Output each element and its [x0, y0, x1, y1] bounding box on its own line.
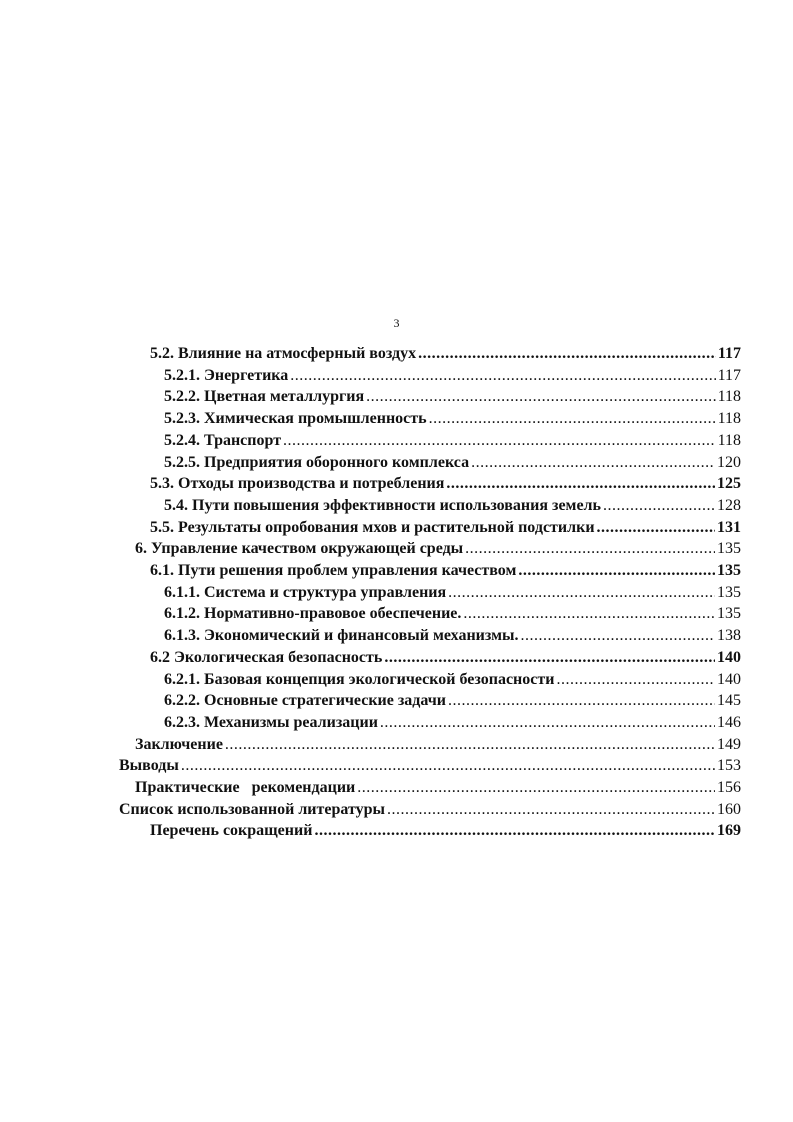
toc-entry-label: 5.3. Отходы производства и потребления: [150, 475, 445, 493]
toc-entry-references[interactable]: [119, 801, 741, 823]
toc-entry-page: 117: [717, 345, 741, 362]
toc-entry-5-2-2[interactable]: [164, 388, 741, 410]
toc-entry-5-2-4[interactable]: [164, 432, 741, 454]
toc-leader: [225, 736, 715, 754]
toc-entry-page: 160: [717, 800, 741, 818]
toc-entry-page: 169: [717, 822, 741, 840]
toc-leader: [446, 475, 715, 493]
toc-entry-5-5[interactable]: [150, 519, 741, 541]
toc-entry-label: 6.1.1. Система и структура управления: [164, 583, 447, 601]
toc-entry-page: 140: [717, 670, 741, 688]
toc-leader: [290, 367, 715, 385]
toc-entry-page: 145: [717, 692, 741, 710]
toc-entry-page: 156: [717, 779, 741, 796]
toc-entry-label: 6.2.2. Основные стратегические задачи: [164, 692, 446, 710]
toc-entry-page: 118: [717, 431, 741, 449]
toc-entry-6-2-2[interactable]: [164, 692, 741, 714]
toc-entry-page: 131: [717, 518, 741, 536]
toc-entry-page: 135: [717, 605, 741, 623]
toc-leader: [518, 562, 715, 580]
toc-entry-5-2-5[interactable]: [164, 454, 741, 476]
toc-entry-abbreviations[interactable]: [150, 822, 741, 844]
toc-entry-page: 149: [717, 735, 741, 753]
toc-entry-label: Список использованной литературы: [119, 800, 385, 818]
toc-leader: [181, 757, 715, 775]
toc-leader: [597, 519, 715, 537]
toc-entry-page: 128: [717, 496, 741, 514]
toc-entry-page: 146: [717, 713, 741, 731]
toc-entry-label: 6.2.1. Базовая концепция экологической безопасности: [164, 670, 555, 688]
toc-entry-6-1-2[interactable]: [164, 605, 741, 627]
toc-entry-page: 118: [717, 410, 741, 428]
toc-entry-6-2-1[interactable]: [164, 671, 741, 693]
toc-entry-label: 5.2.2. Цветная металлургия: [164, 388, 365, 406]
toc-leader: [463, 605, 715, 623]
toc-leader: [283, 432, 716, 450]
toc-entry-page: 120: [717, 453, 741, 471]
toc-leader: [384, 649, 715, 667]
toc-entry-label: 6.2.3. Механизмы реализации: [164, 713, 378, 731]
toc-leader: [448, 584, 715, 602]
toc-entry-label: Заключение: [135, 735, 223, 753]
toc-entry-label: 5.5. Результаты опробования мхов и растительной подстилки: [150, 518, 595, 536]
toc-leader: [429, 410, 716, 428]
toc-entry-label: Практические рекомендации: [135, 779, 356, 796]
toc-entry-label: 6.1.2. Нормативно-правовое обеспечение.: [164, 605, 462, 623]
toc-entry-label: 5.2.4. Транспорт: [164, 431, 282, 449]
toc-entry-label: 6.1. Пути решения проблем управления качеством: [150, 562, 517, 579]
toc-entry-5-2-3[interactable]: [164, 410, 741, 432]
toc-entry-label: 6. Управление качеством окружающей среды: [135, 540, 464, 558]
toc-entry-6-1-1[interactable]: [164, 584, 741, 606]
toc-leader: [465, 540, 715, 558]
toc-entry-6-1[interactable]: [150, 562, 741, 584]
toc-entry-label: 5.2.5. Предприятия оборонного комплекса: [164, 453, 470, 471]
toc-entry-page: 140: [717, 648, 741, 666]
toc-entry-5-2-1[interactable]: [164, 367, 741, 389]
toc-entry-label: Перечень сокращений: [150, 822, 313, 840]
toc-entry-label: 5.2.3. Химическая промышленность: [164, 410, 427, 428]
toc-entry-recommendations[interactable]: [135, 779, 741, 801]
toc-entry-6[interactable]: [135, 540, 741, 562]
toc-leader: [556, 671, 715, 689]
toc-entry-conclusion[interactable]: [135, 736, 741, 758]
toc-entry-label: 5.4. Пути повышения эффективности использования земель: [164, 496, 601, 514]
toc-entry-page: 125: [717, 475, 741, 493]
toc-leader: [603, 497, 715, 515]
toc-entry-5-3[interactable]: [150, 475, 741, 497]
toc-leader: [380, 714, 715, 732]
toc-leader: [357, 779, 715, 797]
toc-entry-label: 6.1.3. Экономический и финансовый механизмы.: [164, 627, 519, 645]
toc-entry-label: 5.2. Влияние на атмосферный воздух: [150, 345, 417, 362]
toc-entry-page: 117: [717, 366, 741, 384]
toc-entry-page: 118: [717, 388, 741, 406]
toc-leader: [366, 388, 715, 406]
toc-entry-6-1-3[interactable]: [164, 627, 741, 649]
page-number: 3: [393, 316, 400, 330]
toc-entry-page: 135: [717, 583, 741, 601]
toc-entry-label: 5.2.1. Энергетика: [164, 366, 289, 384]
toc-entry-label: 6.2 Экологическая безопасность: [150, 648, 383, 666]
toc-entry-page: 135: [717, 562, 741, 579]
toc-entry-5-2[interactable]: [150, 345, 741, 367]
toc-leader: [520, 627, 715, 645]
toc-entry-page: 153: [717, 757, 741, 775]
toc-leader: [418, 345, 716, 363]
toc-leader: [448, 692, 715, 710]
toc-entry-page: 138: [717, 627, 741, 645]
toc-entry-label: Выводы: [119, 757, 179, 775]
toc-entry-6-2[interactable]: [150, 649, 741, 671]
toc-leader: [387, 801, 715, 819]
toc-leader: [314, 822, 715, 840]
toc-entry-findings[interactable]: [119, 757, 741, 779]
toc-entry-6-2-3[interactable]: [164, 714, 741, 736]
toc-entry-page: 135: [717, 540, 741, 558]
toc-leader: [471, 454, 715, 472]
toc-entry-5-4[interactable]: [164, 497, 741, 519]
